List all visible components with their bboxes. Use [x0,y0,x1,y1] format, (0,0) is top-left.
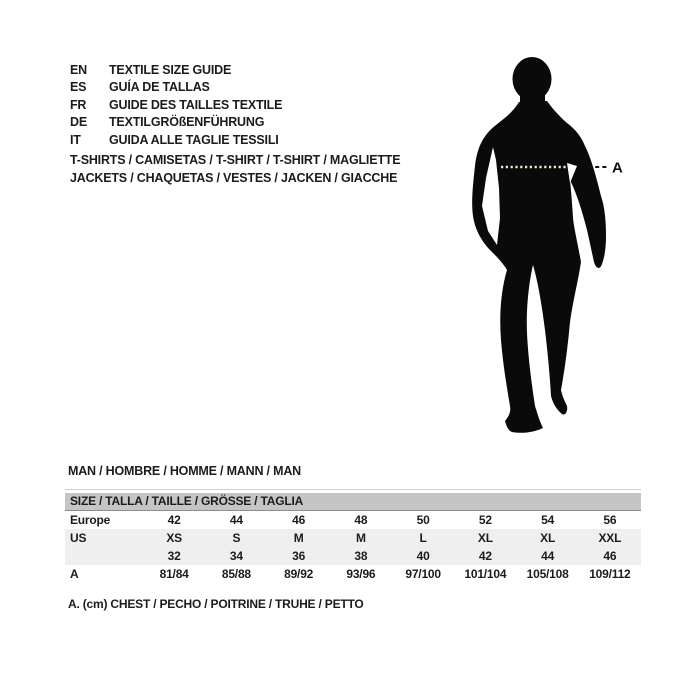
size-cell: 97/100 [405,567,441,581]
size-cell: 40 [416,549,430,563]
row-label-europe: Europe [70,513,111,527]
size-cell: 101/104 [464,567,507,581]
section-title-man: MAN / HOMBRE / HOMME / MANN / MAN [68,464,301,478]
row-label-a: A [70,567,79,581]
man-silhouette-figure [455,50,645,450]
size-cell: S [232,531,241,545]
language-code: FR [70,97,87,112]
size-cell: XL [477,531,493,545]
language-row-it [70,132,282,149]
language-label: GUÍA DE TALLAS [109,80,210,95]
language-label: TEXTILGRÖßENFÜHRUNG [109,115,265,130]
size-cell: M [293,531,304,545]
size-cell: 46 [292,513,306,527]
size-cell: 93/96 [346,567,376,581]
size-cell: 105/108 [526,567,569,581]
row-label-blank [65,547,143,565]
language-label: GUIDE DES TAILLES TEXTILE [109,97,283,112]
language-label: GUIDA ALLE TAGLIE TESSILI [109,132,279,147]
size-cell: 38 [354,549,368,563]
size-cell: 46 [603,549,617,563]
size-cell: 109/112 [589,567,631,581]
size-cell: XS [166,531,182,545]
size-cell: 44 [541,549,555,563]
size-cell: M [355,531,366,545]
chest-measure-label: A [612,159,623,177]
measurement-footnote: A. (cm) CHEST / PECHO / POITRINE / TRUHE / PETTO [68,597,364,611]
table-us-band [65,529,641,565]
size-cell: 44 [229,513,243,527]
size-cell: 85/88 [221,567,251,581]
table-row-europe [65,511,641,529]
size-cell: 48 [354,513,368,527]
table-header: SIZE / TALLA / TAILLE / GRÖSSE / TAGLIA [65,493,641,511]
table-row-chest [65,565,641,583]
row-label-us: US [70,531,87,545]
size-cell: 50 [416,513,430,527]
size-table [65,489,641,583]
size-cell: XL [540,531,556,545]
man-head [513,57,552,101]
language-code: ES [70,80,87,95]
size-cell: 54 [541,513,555,527]
language-row-de [70,114,282,131]
size-cell: 32 [167,549,181,563]
size-cell: 56 [603,513,617,527]
language-row-es [70,79,282,96]
size-cell: 42 [478,549,492,563]
language-list [70,62,282,149]
size-cell: L [419,531,427,545]
language-row-en [70,62,282,79]
garment-categories [70,152,400,187]
language-code: DE [70,115,87,130]
language-code: EN [70,63,87,77]
size-cell: XXL [598,531,622,545]
language-code: IT [70,132,81,147]
table-row-us-numbers [65,547,641,565]
language-row-fr [70,97,282,114]
size-cell: 34 [229,549,243,563]
category-line-jackets: JACKETS / CHAQUETAS / VESTES / JACKEN / GIACCHE [70,170,398,185]
size-cell: 89/92 [284,567,314,581]
table-top-rule [65,489,641,490]
size-cell: 42 [167,513,181,527]
language-label: TEXTILE SIZE GUIDE [109,63,232,77]
category-line-tshirts: T-SHIRTS / CAMISETAS / T-SHIRT / T-SHIRT / MAGLIETTE [70,153,401,167]
size-cell: 81/84 [159,567,189,581]
table-row-us-letters [65,529,641,547]
size-cell: 52 [478,513,492,527]
size-cell: 36 [292,549,306,563]
